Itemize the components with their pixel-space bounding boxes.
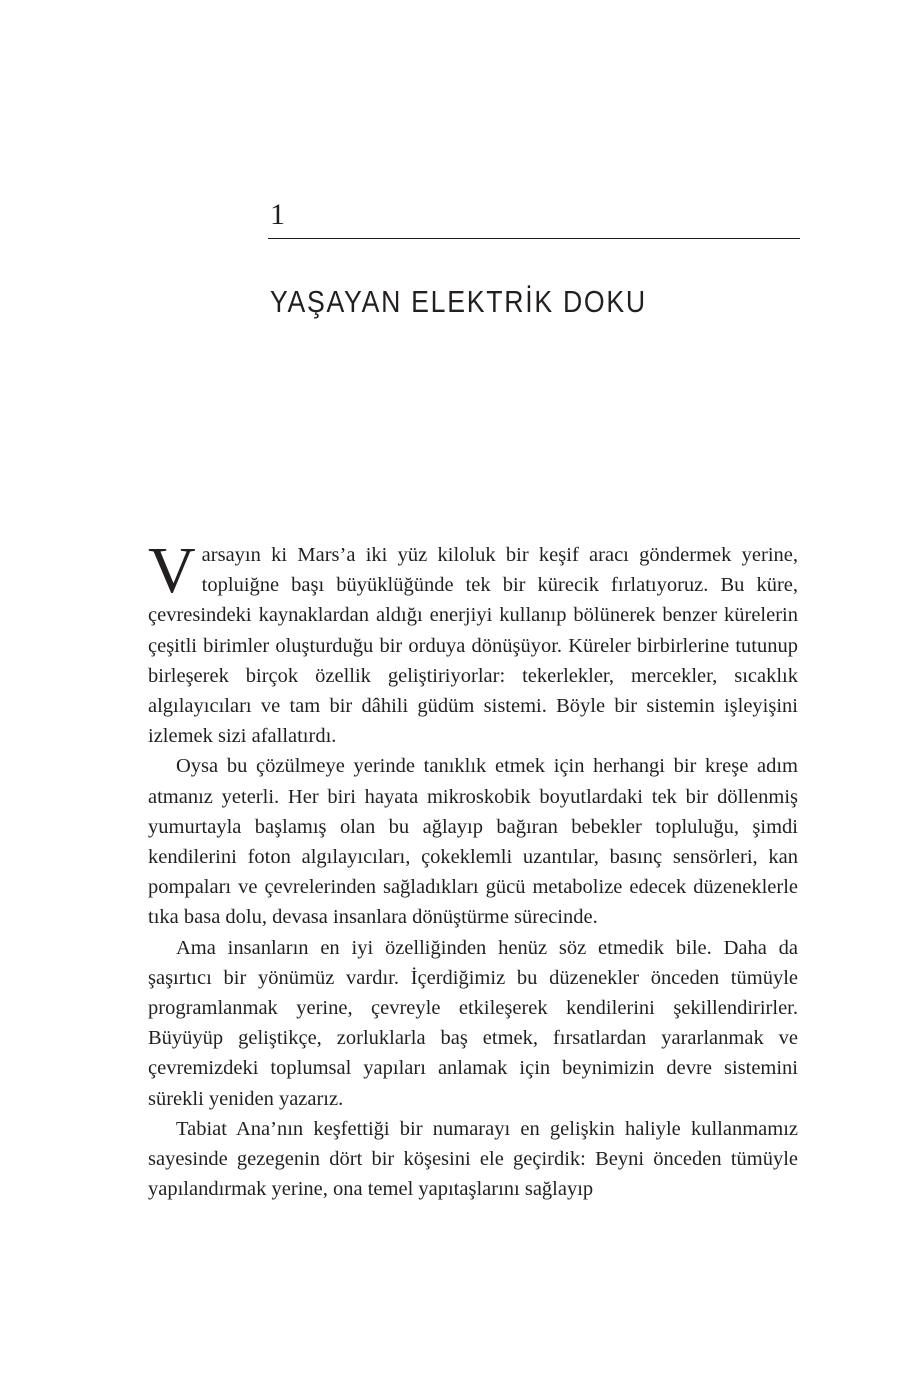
paragraph-4: Tabiat Ana’nın keşfettiği bir numarayı en gelişkin haliyle kullanmamız sayesinde gezegenin dört bir köşesini ele geçirdik: Beyni önceden tümüyle yapılandırmak yerine, ona temel yapıtaşlarını sağlayıp: [148, 1117, 798, 1201]
chapter-number: 1: [270, 198, 285, 231]
chapter-divider: [268, 238, 800, 239]
paragraph-1-text: arsayın ki Mars’a iki yüz kiloluk bir keşif aracı göndermek yerine, topluiğne başı büyüklüğünde tek bir kürecik fırlatıyoruz. Bu küre, çevresindeki kaynaklardan aldığı enerjiyi kullanıp bölünerek benzer kürelerin çeşitli birimler oluşturduğu bir orduya dönüşüyor. Küreler birbirlerine tutunup birleşerek birçok özellik geliştiriyorlar: tekerlekler, mercekler, sıcaklık algılayıcıları ve tam bir dâhili güdüm sistemi. Böyle bir sistemin işleyişini izlemek sizi afallatırdı.: [148, 544, 798, 748]
body-text: [148, 534, 798, 1204]
paragraph-1: [148, 534, 798, 751]
chapter-title: YAŞAYAN ELEKTRİK DOKU: [270, 284, 647, 319]
paragraph-2: Oysa bu çözülmeye yerinde tanıklık etmek için herhangi bir kreşe adım atmanız yeterli. Her biri hayata mikroskobik boyutlardaki tek bir döllenmiş yumurtayla başlamış olan bu ağlayıp bağıran bebekler topluluğu, şimdi kendilerini foton algılayıcıları, çokeklemli uzantılar, basınç sensörleri, kan pompaları ve çevrelerinden sağladıkları gücü metabolize edecek düzeneklerle tıka basa dolu, devasa insanlara dönüştürme sürecinde.: [148, 755, 798, 929]
paragraph-3: Ama insanların en iyi özelliğinden henüz söz etmedik bile. Daha da şaşırtıcı bir yönümüz vardır. İçerdiğimiz bu düzenekler önceden tümüyle programlanmak yerine, çevreyle etkileşerek kendilerini şekillendirirler. Büyüyüp geliştikçe, zorluklarla baş etmek, fırsatlardan yararlanmak ve çevremizdeki toplumsal yapıları anlamak için beynimizin devre sistemini sürekli yeniden yazarız.: [148, 936, 798, 1110]
drop-cap: V: [148, 534, 196, 607]
chapter-header: [268, 198, 800, 239]
